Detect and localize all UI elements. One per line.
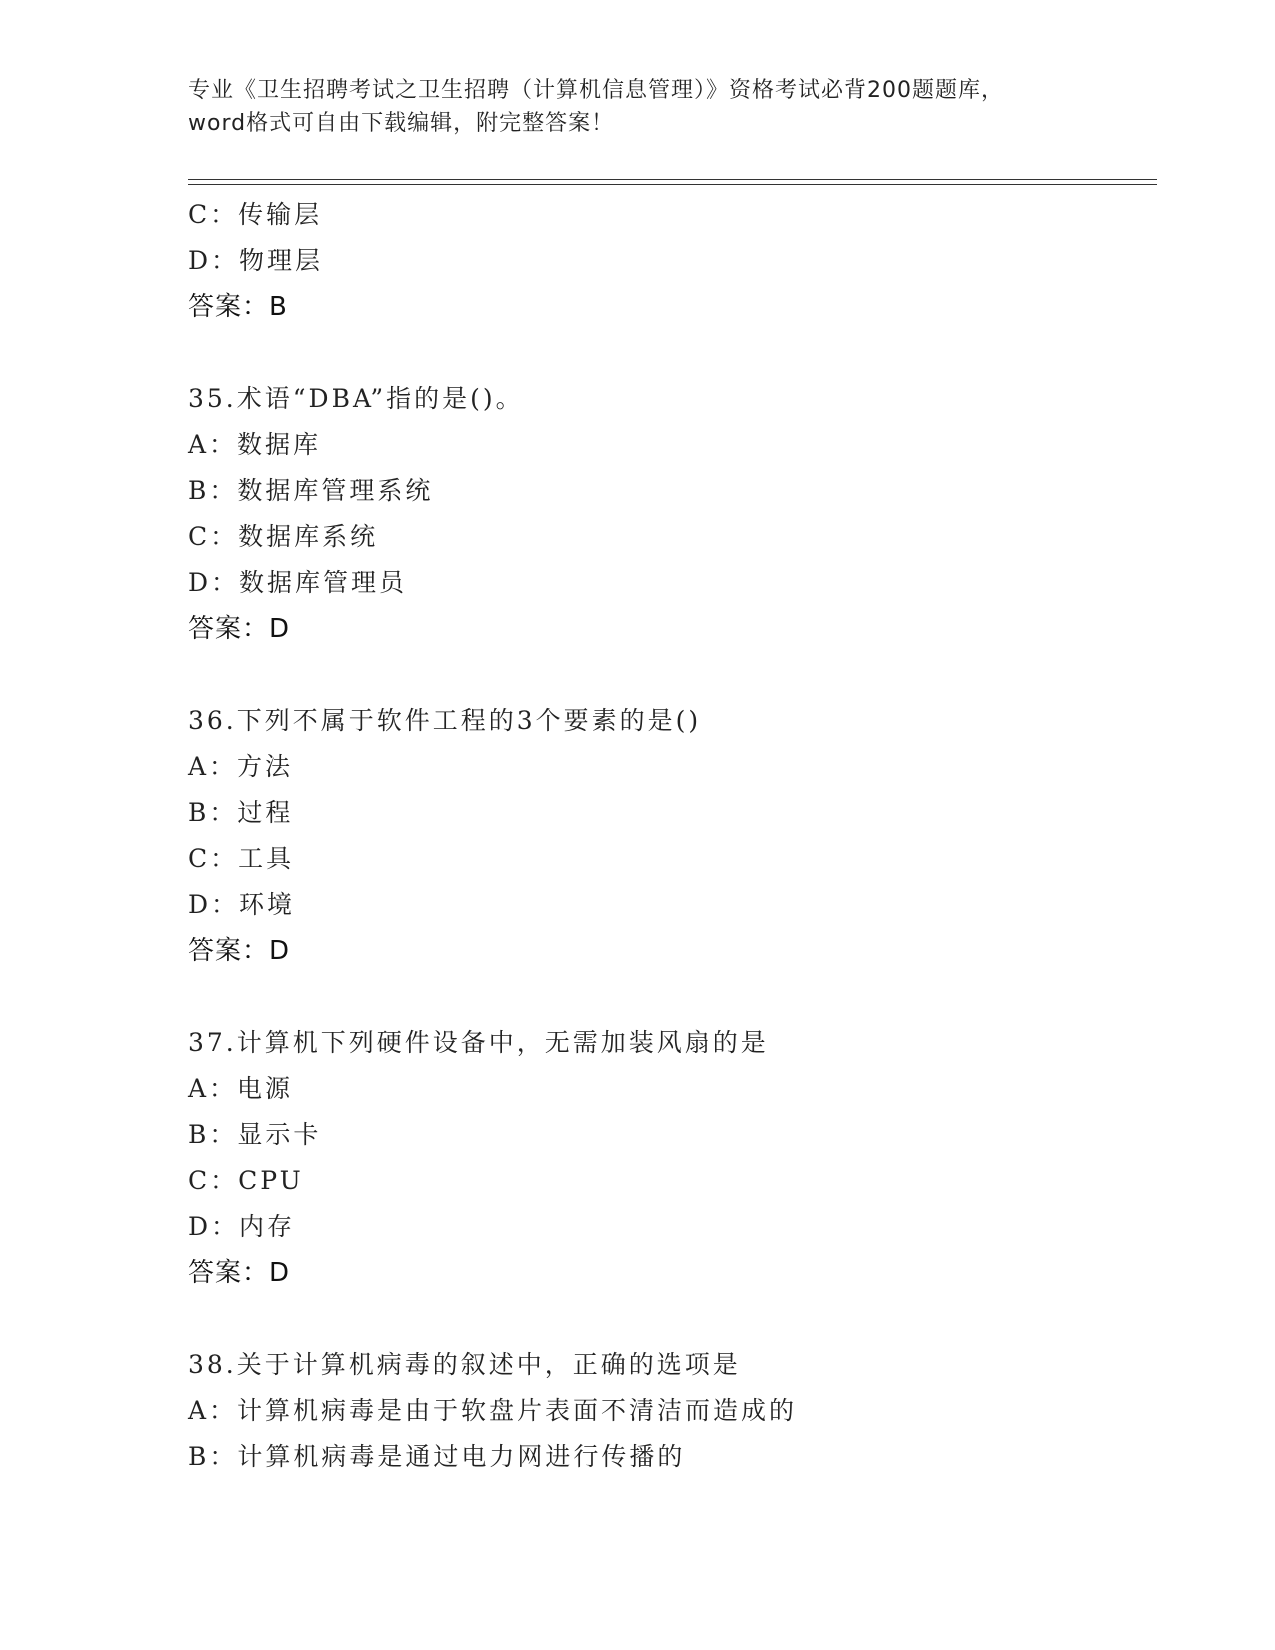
option-c: C：CPU [188, 1166, 304, 1195]
option-b: B：数据库管理系统 [188, 476, 434, 505]
option-d: D：数据库管理员 [188, 568, 408, 597]
option-a: A：计算机病毒是由于软盘片表面不清洁而造成的 [188, 1396, 798, 1425]
option-b: B：显示卡 [188, 1120, 322, 1149]
question-fragment [188, 192, 1148, 330]
question-36 [188, 698, 1148, 974]
option-d: D：物理层 [188, 246, 324, 275]
question-stem: 38.关于计算机病毒的叙述中，正确的选项是 [188, 1350, 741, 1379]
option-c: C：数据库系统 [188, 522, 379, 551]
question-stem: 37.计算机下列硬件设备中，无需加装风扇的是 [188, 1028, 769, 1057]
question-stem: 36.下列不属于软件工程的3个要素的是() [188, 706, 702, 735]
question-stem: 35.术语“DBA”指的是()。 [188, 384, 524, 413]
header-divider-top [188, 179, 1157, 180]
question-spacer [188, 652, 1148, 698]
option-b: B：计算机病毒是通过电力网进行传播的 [188, 1442, 686, 1471]
answer-line: 答案：D [188, 1258, 291, 1288]
option-a: A：电源 [188, 1074, 294, 1103]
option-c: C：工具 [188, 844, 295, 873]
question-list [188, 192, 1148, 1480]
question-35 [188, 376, 1148, 652]
question-spacer [188, 1296, 1148, 1342]
question-spacer [188, 330, 1148, 376]
option-d: D：内存 [188, 1212, 296, 1241]
option-b: B：过程 [188, 798, 294, 827]
option-c: C：传输层 [188, 200, 323, 229]
question-38 [188, 1342, 1148, 1480]
header-line-2: word格式可自由下载编辑，附完整答案！ [188, 111, 615, 136]
header-line-1: 专业《卫生招聘考试之卫生招聘（计算机信息管理）》资格考试必背200题题库， [188, 78, 1004, 103]
answer-line: 答案：D [188, 936, 291, 966]
question-spacer [188, 974, 1148, 1020]
header-divider-bottom [188, 184, 1157, 185]
option-a: A：方法 [188, 752, 294, 781]
option-d: D：环境 [188, 890, 296, 919]
answer-line: 答案：D [188, 614, 291, 644]
option-a: A：数据库 [188, 430, 322, 459]
document-header [188, 74, 1088, 140]
answer-line: 答案：B [188, 292, 288, 322]
question-37 [188, 1020, 1148, 1296]
